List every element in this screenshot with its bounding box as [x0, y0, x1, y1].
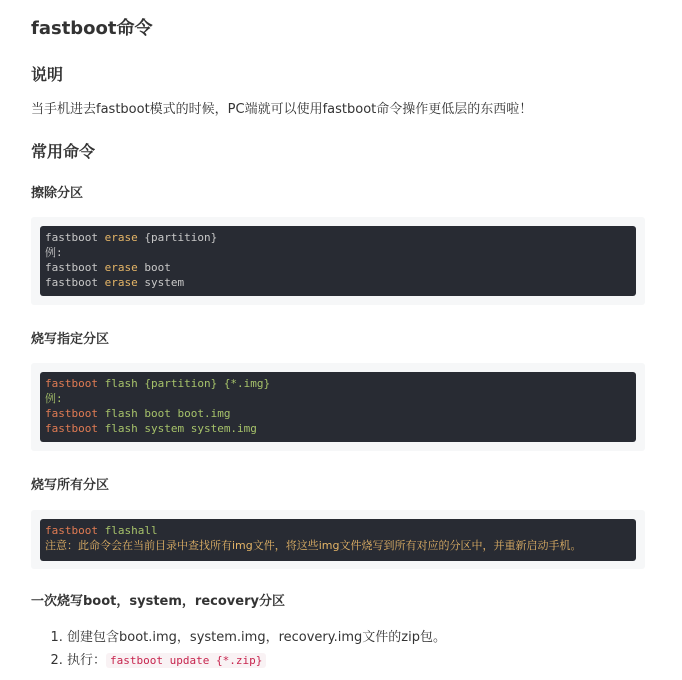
intro-text: 当手机进去fastboot模式的时候，PC端就可以使用fastboot命令操作更低层的东西啦！ — [31, 102, 533, 117]
list-item: 2. 执行： fastboot update {*.zip} — [67, 649, 446, 672]
flashall-code-panel — [31, 510, 645, 569]
update-steps-list — [31, 626, 446, 672]
erase-code-panel — [31, 217, 645, 305]
update-heading: 一次烧写boot，system，recovery分区 — [31, 594, 285, 609]
intro-heading: 说明 — [31, 65, 64, 84]
inline-code[interactable]: fastboot update {*.zip} — [106, 653, 266, 668]
flashall-heading: 烧写所有分区 — [31, 478, 110, 493]
code-line: fastboot erase boot — [45, 261, 171, 274]
common-commands-heading: 常用命令 — [31, 142, 96, 161]
page-title: fastboot命令 — [31, 18, 153, 39]
code-line: fastboot flash system system.img — [45, 422, 257, 435]
code-line: fastboot flashall — [45, 524, 158, 537]
code-line: 注意：此命令会在当前目录中查找所有img文件，将这些img文件烧写到所有对应的分区中，并重新启动手机。 — [45, 539, 582, 552]
code-line: 例: — [45, 246, 63, 259]
flash-code-block[interactable] — [40, 372, 636, 442]
flash-heading: 烧写指定分区 — [31, 332, 110, 347]
code-line: fastboot flash {partition} {*.img} — [45, 377, 271, 390]
flash-code-panel — [31, 363, 645, 451]
code-line: fastboot flash boot boot.img — [45, 407, 231, 420]
code-line: fastboot erase system — [45, 276, 185, 289]
code-line: 例: — [45, 392, 63, 405]
erase-heading: 擦除分区 — [31, 186, 84, 201]
code-line: fastboot erase {partition} — [45, 231, 218, 244]
list-item: 1. 创建包含boot.img，system.img，recovery.img文件的zip包。 — [67, 626, 446, 649]
flashall-code-block[interactable] — [40, 519, 636, 561]
erase-code-block[interactable] — [40, 226, 636, 296]
